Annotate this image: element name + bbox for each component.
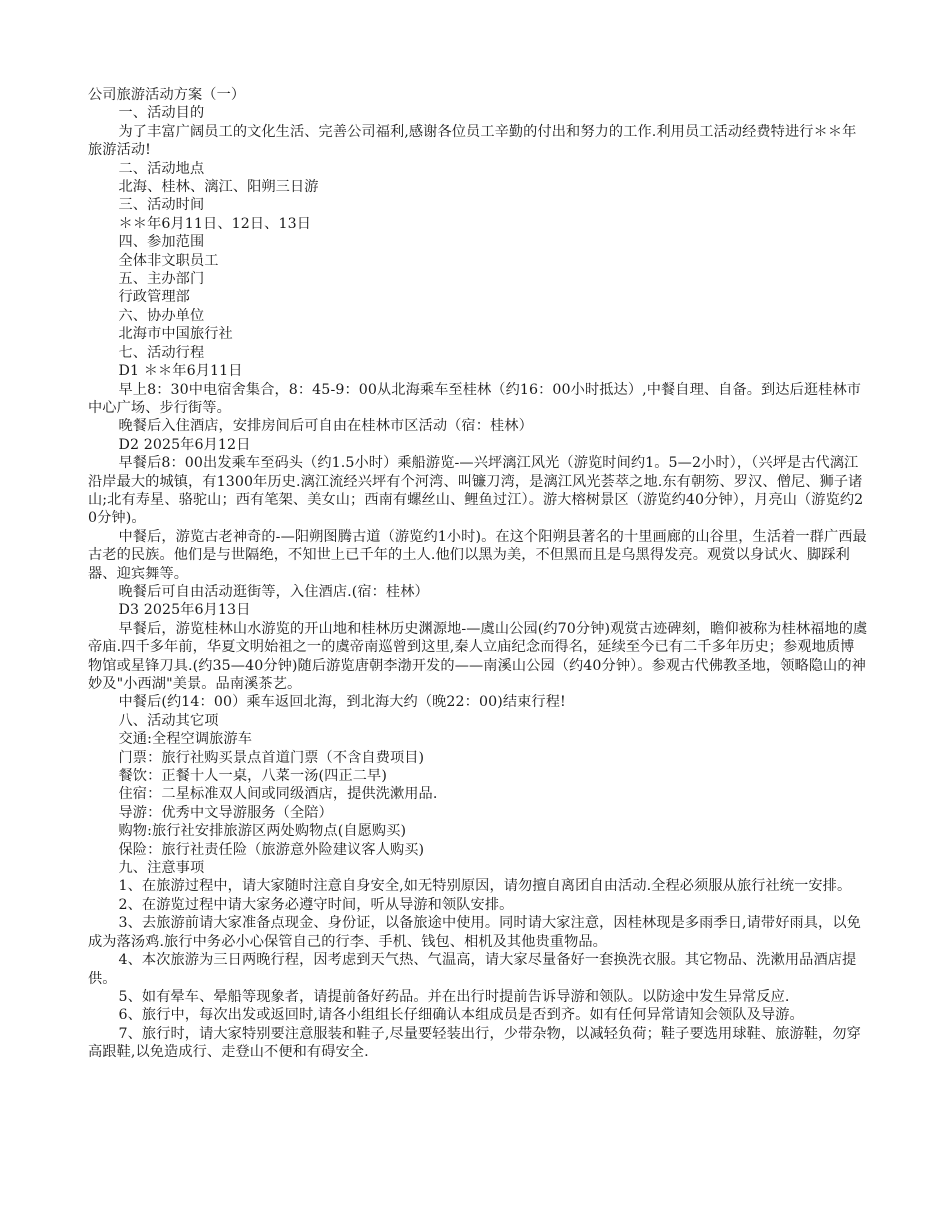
paragraph: 四、参加范围 (118, 234, 205, 251)
paragraph: 北海市中国旅行社 (118, 326, 233, 343)
paragraph: 五、主办部门 (118, 271, 205, 288)
paragraph: 7、旅行时，请大家特别要注意服装和鞋子,尽量要轻装出行，少带杂物，以减轻负荷；鞋子要选用球鞋、旅游鞋，勿穿高跟鞋,以免造成行、走登山不便和有碍安全. (88, 1025, 861, 1061)
paragraph: 三、活动时间 (118, 197, 205, 214)
paragraph: 6、旅行中，每次出发或返回时,请各小组组长仔细确认本组成员是否到齐。如有任何异常请知会领队及导游。 (118, 1007, 804, 1024)
paragraph: 全体非文职员工 (118, 252, 219, 269)
paragraph: 导游：优秀中文导游服务（全陪） (118, 804, 333, 821)
paragraph: 早上8：30中电宿舍集合，8：45-9：00从北海乘车至桂林（约16：00小时抵达）,中餐自理、自备。到达后逛桂林市中心广场、步行街等。 (88, 381, 862, 416)
paragraph: 北海、桂林、漓江、阳朔三日游 (118, 179, 319, 196)
paragraph: 中餐后(约14：00）乘车返回北海，到北海大约（晚22：00)结束行程! (118, 694, 566, 711)
paragraph: 晚餐后可自由活动逛街等，入住酒店.(宿：桂林） (118, 583, 429, 600)
paragraph: 门票：旅行社购买景点首道门票（不含自费项目) (118, 749, 425, 766)
paragraph: D2 2025年6月12日 (118, 436, 251, 453)
paragraph: 5、如有晕车、晕船等现象者，请提前备好药品。并在出行时提前告诉导游和领队。以防途中发生异常反应. (118, 988, 790, 1005)
paragraph: 餐饮：正餐十人一桌，八菜一汤(四正二早) (118, 768, 387, 785)
paragraph: 1、在旅游过程中，请大家随时注意自身安全,如无特别原因，请勿擅自离团自由活动.全程必须服从旅行社统一安排。 (118, 878, 852, 895)
paragraph: 晚餐后入住酒店，安排房间后可自由在桂林市区活动（宿：桂林） (118, 418, 533, 435)
paragraph: 购物:旅行社安排旅游区两处购物点(自愿购买) (118, 823, 407, 840)
document-body (88, 104, 868, 1061)
paragraph: 住宿：二星标准双人间或同级酒店，提供洗漱用品. (118, 786, 438, 803)
paragraph: D3 2025年6月13日 (118, 602, 251, 619)
paragraph: 保险：旅行社责任险（旅游意外险建议客人购买) (118, 841, 425, 858)
document-page (88, 86, 868, 1062)
paragraph: 中餐后，游览古老神奇的-—阳朔图腾古道（游览约1小时)。在这个阳朔县著名的十里画廊的山谷里，生活着一群广西最古老的民族。他们是与世隔绝，不知世上已千年的土人.他们以黑为美，不但黑而且是乌黑得发亮。观赏以身试火、脚踩利器、迎宾舞等。 (88, 528, 867, 582)
paragraph: 3、去旅游前请大家准备点现金、身份证，以备旅途中使用。同时请大家注意，因桂林现是多雨季日,请带好雨具，以免成为落汤鸡.旅行中务必小心保管自己的行李、手机、钱包、相机及其他贵重物品。 (88, 915, 861, 950)
paragraph: 一、活动目的 (118, 105, 205, 122)
paragraph: 六、协办单位 (118, 307, 205, 324)
paragraph: 二、活动地点 (118, 160, 205, 177)
paragraph: 八、活动其它项 (118, 712, 219, 729)
paragraph: 七、活动行程 (118, 344, 205, 361)
paragraph: D1 ＊＊年6月11日 (118, 363, 243, 380)
paragraph: 早餐后8：00出发乘车至码头（约1.5小时）乘船游览-—兴坪漓江风光（游览时间约1。5—2小时），（兴坪是古代漓江沿岸最大的城镇，有1300年历史.漓江流经兴坪有个河湾、叫镰刀湾，是漓江风光荟萃之地.东有朝笏、罗汉、僧尼、狮子诸山;北有寿星、骆驼山；西有笔架、美女山；西南有螺丝山、鲤鱼过江）。游大榕树景区（游览约40分钟），月亮山（游览约20分钟)。 (88, 455, 864, 527)
paragraph: 行政管理部 (118, 289, 190, 306)
paragraph: 2、在游览过程中请大家务必遵守时间，听从导游和领队安排。 (118, 896, 514, 913)
paragraph: 交通:全程空调旅游车 (118, 731, 252, 748)
paragraph: 九、注意事项 (118, 860, 205, 877)
paragraph: 早餐后，游览桂林山水游览的开山地和桂林历史渊源地-—虞山公园(约70分钟)观赏古迹碑刻，瞻仰被称为桂林福地的虞帝庙.四千多年前，华夏文明始祖之一的虞帝南巡曾到这里,秦人立庙纪念而得名，延续至今已有二千多年历史；参观地质博物馆或星锋刀具.(约35—40分钟)随后游览唐朝李渤开发的——南溪山公园（约40分钟）。参观古代佛教圣地，领略隐山的神妙及"小西湖"美景。品南溪茶艺。 (88, 620, 868, 692)
paragraph: 4、本次旅游为三日两晚行程，因考虑到天气热、气温高，请大家尽量备好一套换洗衣服。其它物品、洗漱用品酒店提供。 (88, 952, 857, 987)
paragraph: 为了丰富广阔员工的文化生活、完善公司福利,感谢各位员工辛勤的付出和努力的工作.利用员工活动经费特进行＊＊年旅游活动! (88, 123, 857, 159)
document-title: 公司旅游活动方案（一） (88, 87, 246, 103)
paragraph: ＊＊年6月11日、12日、13日 (118, 215, 311, 232)
